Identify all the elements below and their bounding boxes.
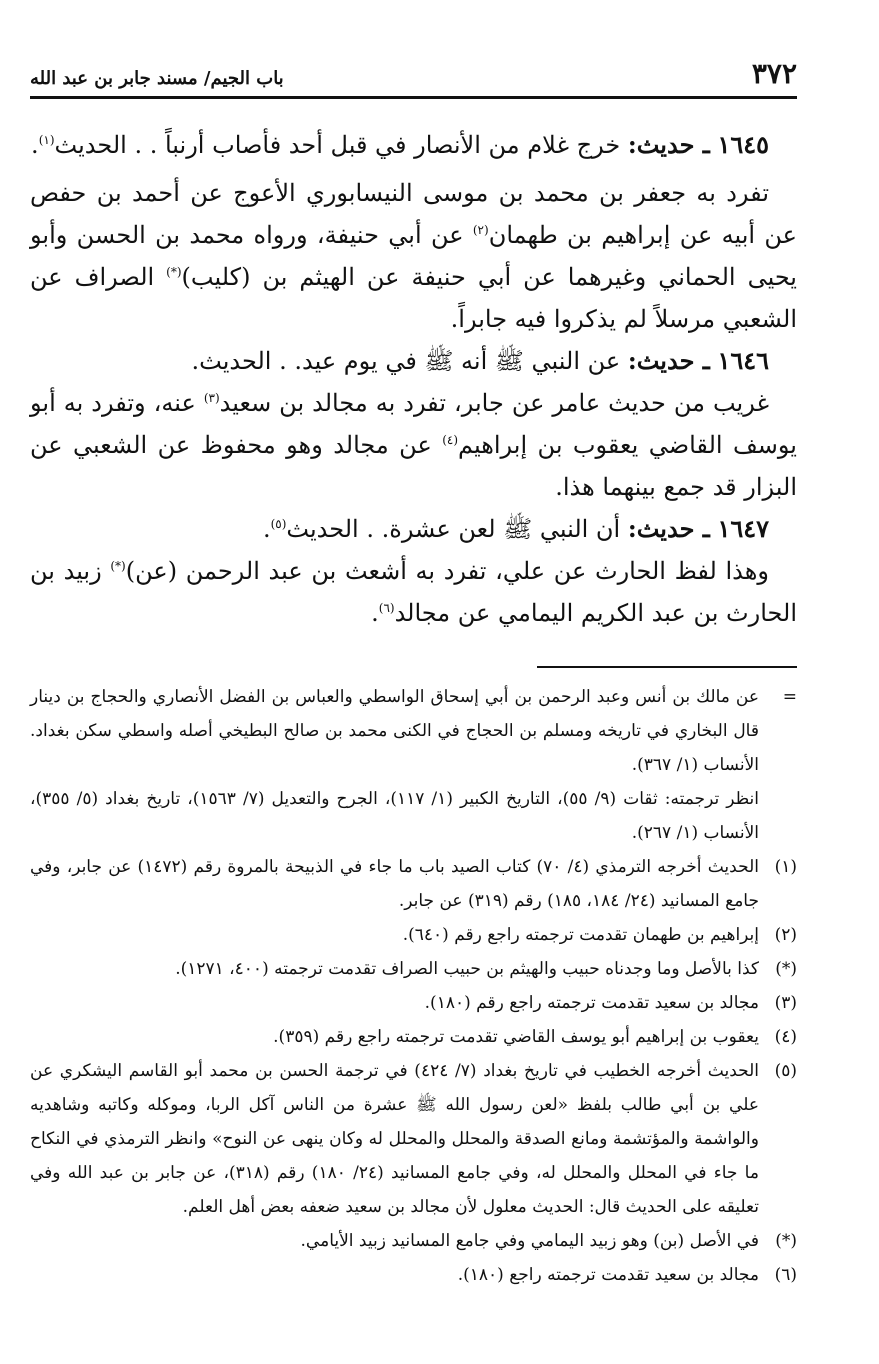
hadith-keyword: ـ حديث: <box>627 514 710 543</box>
page-number: ٣٧٢ <box>751 57 797 90</box>
footnote-6 <box>30 1258 797 1292</box>
commentary-text: زبيد بن الحارث بن عبد الكريم اليمامي عن مجالد <box>30 557 797 627</box>
footnote-2 <box>30 918 797 952</box>
footnote-continued-2 <box>30 782 797 850</box>
footnote-star-2 <box>30 1224 797 1258</box>
footnote-ref: (٤) <box>442 433 459 447</box>
hadith-1645 <box>30 124 797 166</box>
footnote-separator <box>537 666 797 668</box>
footnote-star-1 <box>30 952 797 986</box>
hadith-keyword: ـ حديث: <box>627 130 710 159</box>
footnote-ref: (١) <box>38 133 55 147</box>
footnote-label: (٤) <box>774 1027 797 1047</box>
footnote-text: انظر ترجمته: ثقات (٩/ ٥٥)، التاريخ الكبير (١/ ١١٧)، الجرح والتعديل (٧/ ١٥٦٣)، تاريخ بغداد (٥/ ٣٥٥)، الأنساب (١/ ٢٦٧). <box>30 789 760 843</box>
footnote-ref: (٥) <box>270 517 287 531</box>
commentary-text: غريب من حديث عامر عن جابر، تفرد به مجالد بن سعيد <box>219 389 769 417</box>
footnote-ref: (*) <box>166 265 182 279</box>
footnote-ref: (٦) <box>378 601 395 615</box>
footnote-continued <box>30 680 797 782</box>
footnote-ref: (٢) <box>472 223 489 237</box>
commentary-text: عن أبي حنيفة، ورواه محمد بن الحسن وأبو يحيى الحماني وغيرهما عن أبي حنيفة عن الهيثم بن (كليب) <box>30 221 797 291</box>
hadith-number: ١٦٤٦ <box>717 346 769 375</box>
footnote-text: كذا بالأصل وما وجدناه حبيب والهيثم بن حبيب الصراف تقدمت ترجمته (٤٠٠، ١٢٧١). <box>175 959 759 979</box>
footnote-label: (٦) <box>774 1265 797 1285</box>
commentary-text: عن مجالد وهو محفوظ عن الشعبي عن البزار قد جمع بينهما هذا. <box>30 431 797 501</box>
footnote-1 <box>30 850 797 918</box>
commentary-text: تفرد به جعفر بن محمد بن موسى النيسابوري الأعوج عن أحمد بن حفص عن أبيه عن إبراهيم بن طهمان <box>30 179 797 249</box>
footnote-label: (٥) <box>774 1061 797 1081</box>
footnote-text: مجالد بن سعيد تقدمت ترجمته راجع رقم (١٨٠). <box>424 993 759 1013</box>
book-page <box>30 44 797 1292</box>
hadith-text: عن النبي ﷺ أنه ﷺ في يوم عيد. . الحديث. <box>191 347 621 375</box>
footnotes <box>30 680 797 1292</box>
commentary-text: . <box>371 599 379 627</box>
footnote-text: الحديث أخرجه الخطيب في تاريخ بغداد (٧/ ٤٢٤) في ترجمة الحسن بن محمد أبو القاسم اليشكري عن علي بن أبي طالب بلفظ «لعن رسول الله ﷺ عشرة من الناس آكل الربا، وموكله وكاتبه وشاهديه والواشمة والمؤتشمة ومانع الصدقة والمحلل والمحلل له وكان ينهى عن النوح» وانظر الترمذي في النكاح ما جاء في المحلل والمحلل له، وفي جامع المسانيد (٢٤/ ١٨٠) رقم (٣١٨)، عن جابر بن عبد الله وفي تعليقه على الحديث قال: الحديث معلول لأن مجالد بن سعيد ضعفه بعض أهل العلم. <box>30 1061 759 1217</box>
hadith-1647 <box>30 508 797 550</box>
hadith-text: أن النبي ﷺ لعن عشرة. . الحديث <box>286 515 621 543</box>
footnote-label: (١) <box>774 857 797 877</box>
footnote-3 <box>30 986 797 1020</box>
footnote-label: = <box>782 687 797 707</box>
footnote-label: (٣) <box>774 993 797 1013</box>
footnote-text: مجالد بن سعيد تقدمت ترجمته راجع (١٨٠). <box>457 1265 759 1285</box>
footnote-label: (٢) <box>774 925 797 945</box>
hadith-end: . <box>262 515 271 543</box>
hadith-1646 <box>30 340 797 382</box>
footnote-ref: (٣) <box>203 391 220 405</box>
commentary-text: الصراف عن الشعبي مرسلاً لم يذكروا فيه جابراً. <box>30 263 797 333</box>
main-text <box>30 124 797 634</box>
footnote-text: الحديث أخرجه الترمذي (٤/ ٧٠) كتاب الصيد باب ما جاء في الذبيحة بالمروة رقم (١٤٧٢) عن جابر، وفي جامع المسانيد (٢٤/ ١٨٤، ١٨٥) رقم (٣١٩) عن جابر. <box>30 857 759 911</box>
commentary-1647 <box>30 550 797 634</box>
hadith-number: ١٦٤٧ <box>717 514 769 543</box>
commentary-1646 <box>30 382 797 508</box>
hadith-end: . <box>31 131 39 159</box>
commentary-text: وهذا لفظ الحارث عن علي، تفرد به أشعث بن عبد الرحمن (عن) <box>125 557 769 585</box>
commentary-1645 <box>30 172 797 340</box>
footnote-text: إبراهيم بن طهمان تقدمت ترجمته راجع رقم (٦٤٠). <box>402 925 759 945</box>
hadith-keyword: ـ حديث: <box>627 346 710 375</box>
footnote-text: في الأصل (بن) وهو زبيد اليمامي وفي جامع المسانيد زبيد الأيامي. <box>300 1231 759 1251</box>
footnote-5 <box>30 1054 797 1224</box>
hadith-number: ١٦٤٥ <box>717 130 769 159</box>
footnote-text: عن مالك بن أنس وعبد الرحمن بن أبي إسحاق الواسطي والعباس بن الفضل الأنصاري والحجاج بن دينار قال البخاري في تاريخه ومسلم بن الحجاج في الكنى محمد بن صالح البطيخي أصله واسطي سكن بغداد. الأنساب (١/ ٣٦٧). <box>30 687 759 775</box>
running-title: باب الجيم/ مسند جابر بن عبد الله <box>30 68 284 89</box>
commentary-text: عنه، وتفرد به أبو يوسف القاضي يعقوب بن إبراهيم <box>30 389 797 459</box>
footnote-text: يعقوب بن إبراهيم أبو يوسف القاضي تقدمت ترجمته راجع رقم (٣٥٩). <box>273 1027 759 1047</box>
footnote-ref: (*) <box>110 559 126 573</box>
footnote-label: (*) <box>775 1231 797 1251</box>
footnote-4 <box>30 1020 797 1054</box>
page-header <box>30 44 797 99</box>
footnote-label: (*) <box>775 959 797 979</box>
hadith-text: خرج غلام من الأنصار في قبل أحد فأصاب أرنباً . . الحديث <box>54 131 621 159</box>
